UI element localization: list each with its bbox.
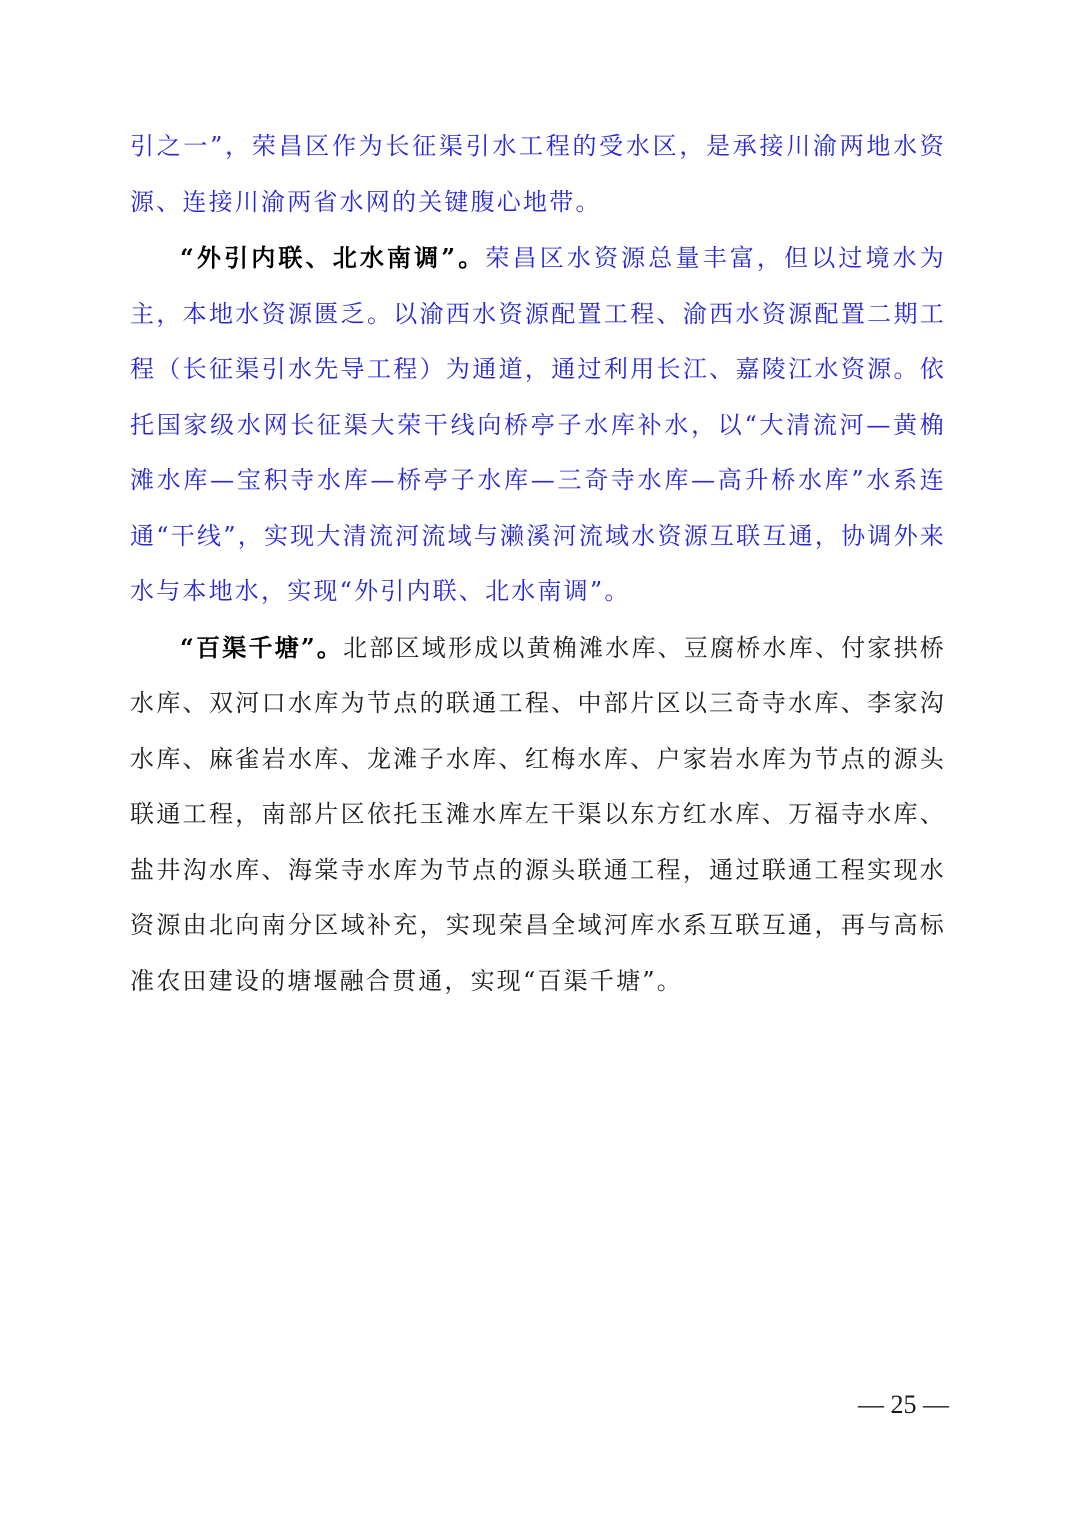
paragraph-continuation [130,119,946,230]
paragraph-hundred-canals [130,620,946,1010]
paragraph-heading-external-internal-link: “外引内联、北水南调”。 [180,243,486,272]
paragraph-body-hundred-canals: 北部区域形成以黄桷滩水库、豆腐桥水库、付家拱桥水库、双河口水库为节点的联通工程、中部片区以三奇寺水库、李家沟水库、麻雀岩水库、龙滩子水库、红梅水库、户家岩水库为节点的源头联通工程，南部片区依托玉滩水库左干渠以东方红水库、万福寺水库、盐井沟水库、海棠寺水库为节点的源头联通工程，通过联通工程实现水资源由北向南分区域补充，实现荣昌全域河库水系互联互通，再与高标准农田建设的塘堰融合贯通，实现“百渠千塘”。 [130,633,946,995]
page-number: — 25 — [858,1390,949,1419]
document-body [130,119,946,1009]
paragraph-external-internal-link [130,230,946,620]
paragraph-continuation-text: 引之一”，荣昌区作为长征渠引水工程的受水区，是承接川渝两地水资源、连接川渝两省水网的关键腹心地带。 [130,132,946,216]
paragraph-body-external-internal-link: 荣昌区水资源总量丰富，但以过境水为主，本地水资源匮乏。以渝西水资源配置工程、渝西水资源配置二期工程（长征渠引水先导工程）为通道，通过利用长江、嘉陵江水资源。依托国家级水网长征渠大荣干线向桥亭子水库补水，以“大清流河—黄桷滩水库—宝积寺水库—桥亭子水库—三奇寺水库—高升桥水库”水系连通“干线”，实现大清流河流域与濑溪河流域水资源互联互通，协调外来水与本地水，实现“外引内联、北水南调”。 [130,244,946,605]
paragraph-heading-hundred-canals: “百渠千塘”。 [180,632,344,662]
